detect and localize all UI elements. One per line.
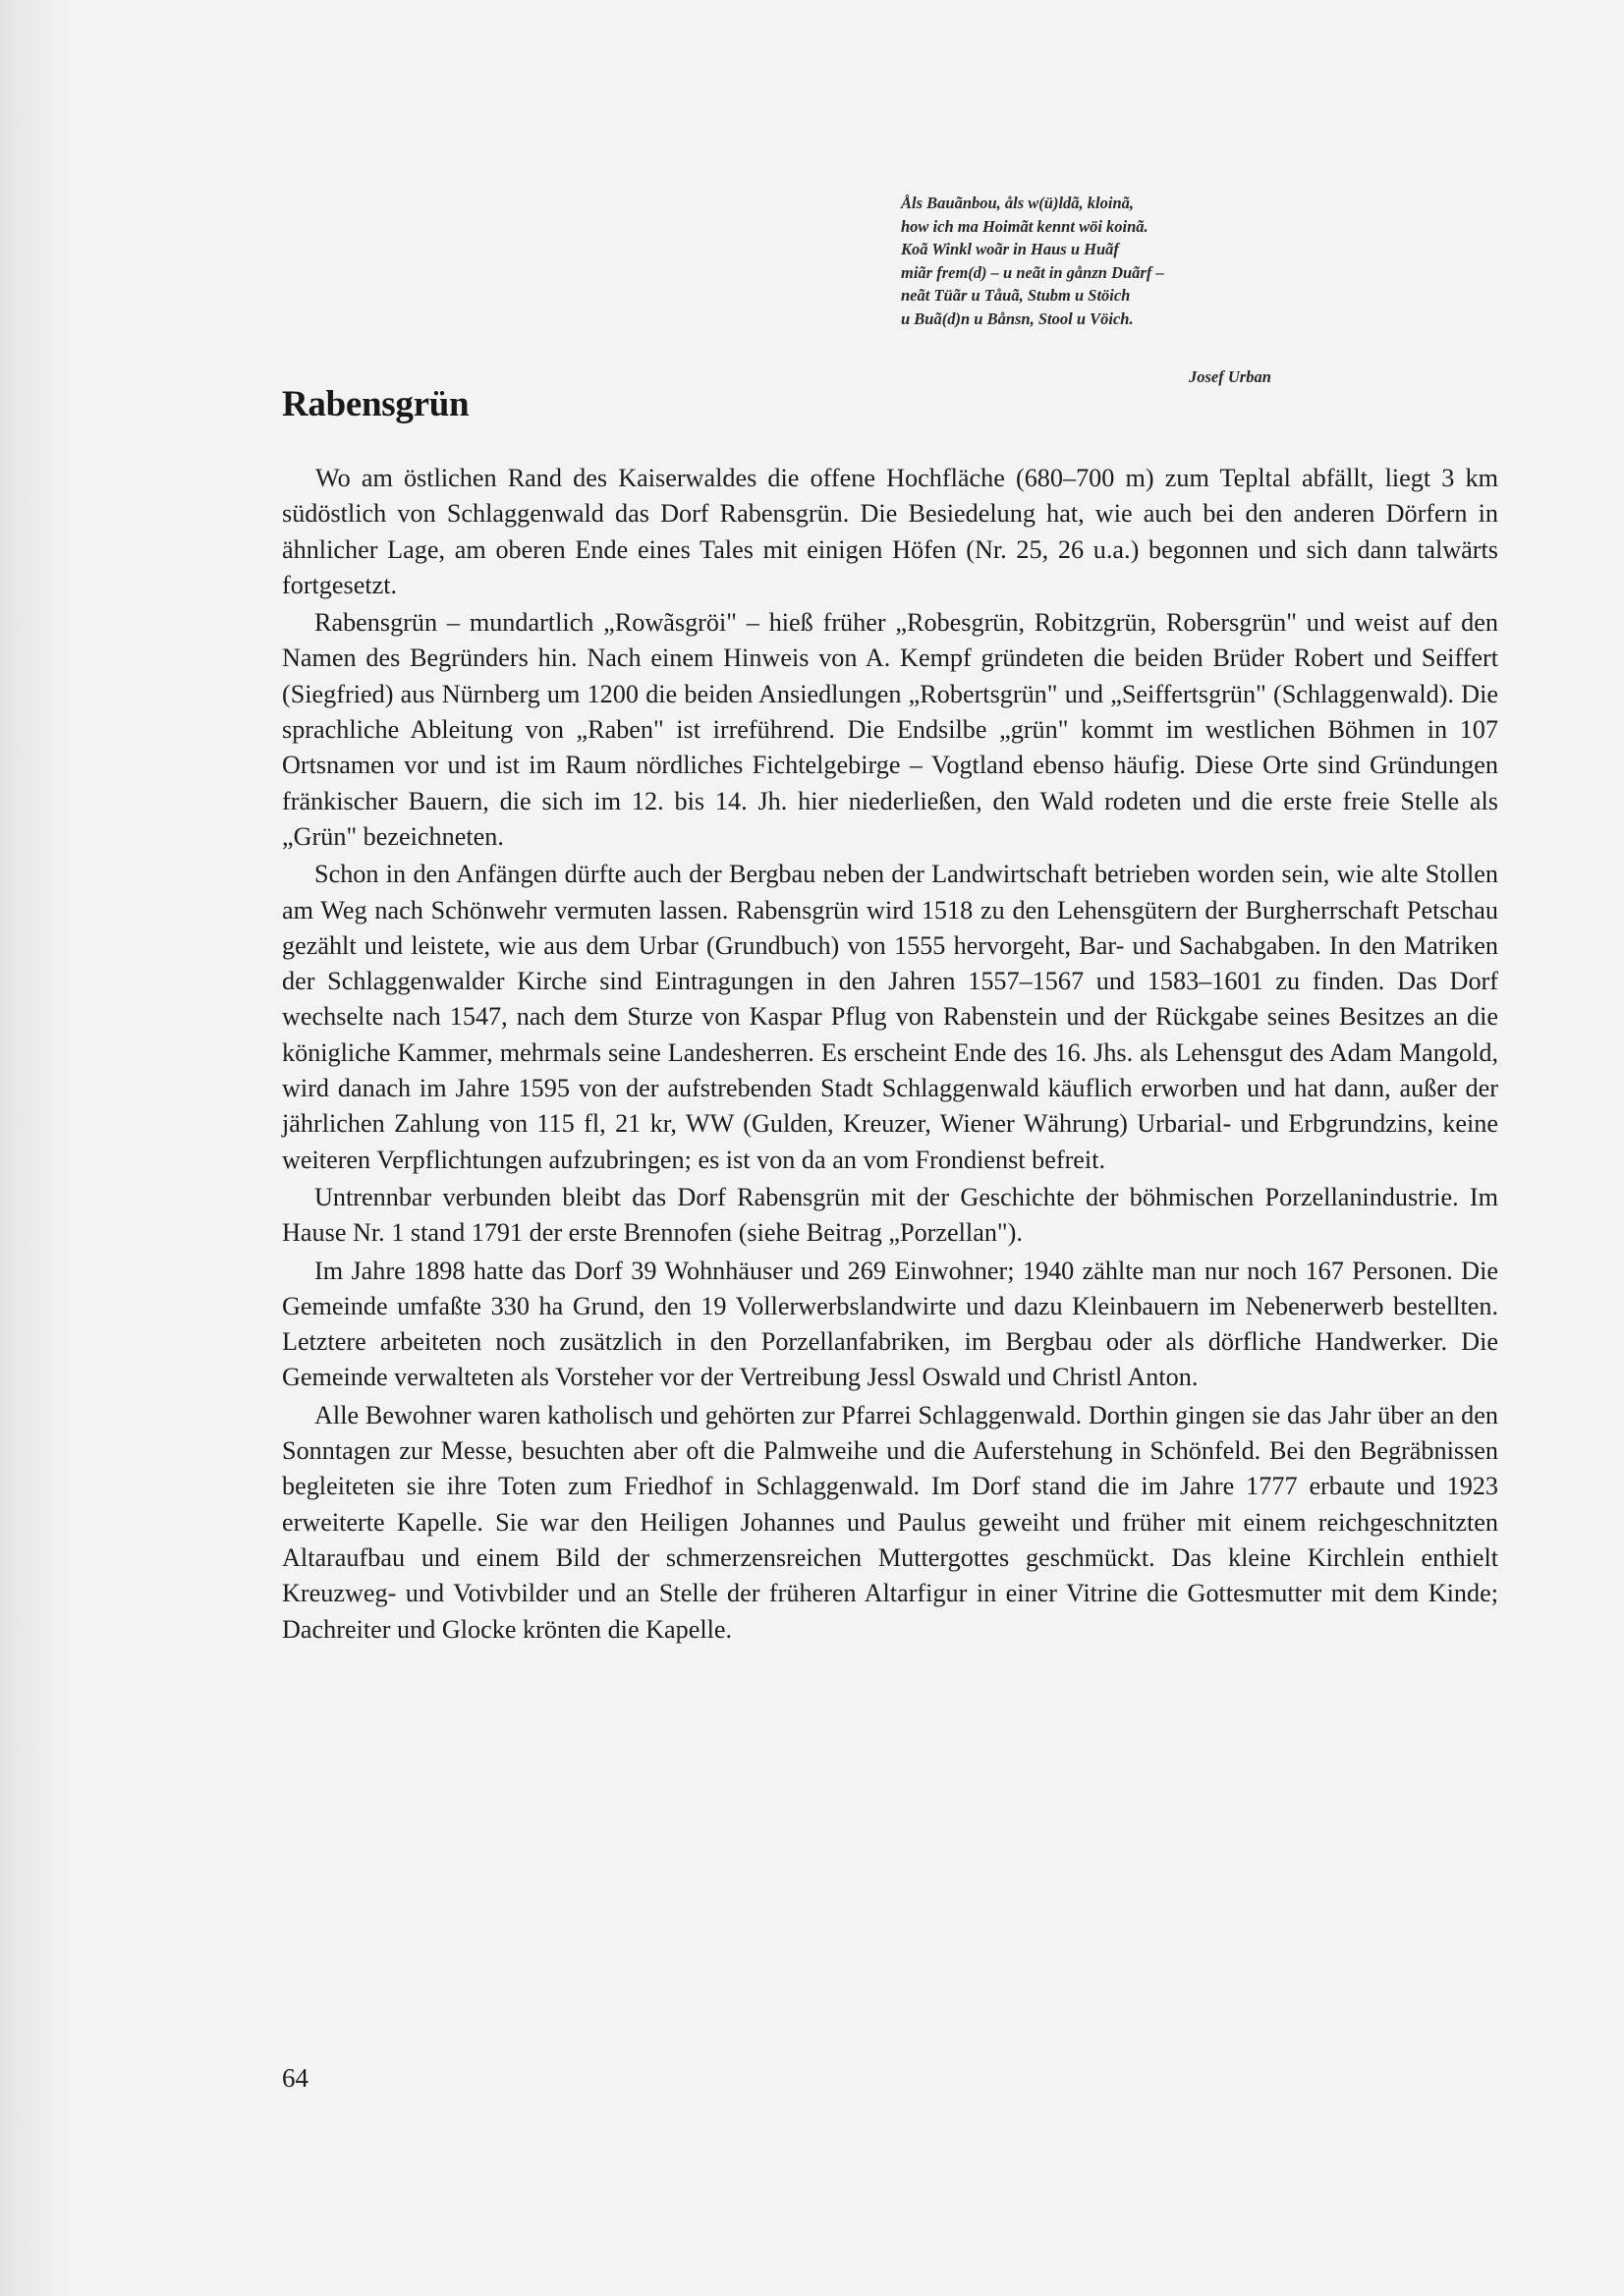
poem-author: Josef Urban bbox=[1189, 367, 1271, 386]
paragraph: Alle Bewohner waren katholisch und gehörten zur Pfarrei Schlaggenwald. Dorthin gingen sie das Jahr über an den Sonntagen zur Messe, besuchten aber oft die Palmweihe und die Auferstehung in Schönfeld. Bei den Begräbnissen begleiteten sie ihre Toten zum Friedhof in Schlaggenwald. Im Dorf stand die im Jahre 1777 erbaute und 1923 erweiterte Kapelle. Sie war den Heiligen Johannes und Paulus geweiht und früher mit einem reichgeschnitzten Altaraufbau und einem Bild der schmerzensreichen Muttergottes geschmückt. Das kleine Kirchlein enthielt Kreuzweg- und Votivbilder und an Stelle der früheren Altarfigur in einer Vitrine die Gottesmutter mit dem Kinde; Dachreiter und Glocke krönten die Kapelle. bbox=[282, 1400, 1498, 1644]
paragraph: Rabensgrün – mundartlich „Rowãsgröi" – hieß früher „Robesgrün, Robitzgrün, Robersgrün" und weist auf den Namen des Begründers hin. Nach einem Hinweis von A. Kempf gründeten die beiden Brüder Robert und Seiffert (Siegfried) aus Nürnberg um 1200 die beiden Ansiedlungen „Robertsgrün" und „Seiffertsgrün" (Schlaggenwald). Die sprachliche Ableitung von „Raben" ist irreführend. Die Endsilbe „grün" kommt im westlichen Böhmen in 107 Ortsnamen vor und ist im Raum nördliches Fichtelgebirge – Vogtland ebenso häufig. Diese Orte sind Gründungen fränkischer Bauern, die sich im 12. bis 14. Jh. hier niederließen, den Wald rodeten und die erste freie Stelle als „Grün" bezeichneten. bbox=[282, 608, 1498, 851]
dialect-poem bbox=[901, 192, 1353, 330]
paragraph: Schon in den Anfängen dürfte auch der Bergbau neben der Landwirtschaft betrieben worden sein, wie alte Stollen am Weg nach Schönwehr vermuten lassen. Rabensgrün wird 1518 zu den Lehensgütern der Burgherrschaft Petschau gezählt und leistete, wie aus dem Urbar (Grundbuch) von 1555 hervorgeht, Bar- und Sachabgaben. In den Matriken der Schlaggenwalder Kirche sind Eintragungen in den Jahren 1557–1567 und 1583–1601 zu finden. Das Dorf wechselte nach 1547, nach dem Sturze von Kaspar Pflug von Rabenstein und der Rückgabe seines Besitzes an die königliche Kammer, mehrmals seine Landesherren. Es erscheint Ende des 16. Jhs. als Lehensgut des Adam Mangold, wird danach im Jahre 1595 von der aufstrebenden Stadt Schlaggenwald käuflich erworben und hat dann, außer der jährlichen Zahlung von 115 fl, 21 kr, WW (Gulden, Kreuzer, Wiener Währung) Urbarial- und Erbgrundzins, keine weiteren Verpflichtungen aufzubringen; es ist von da an vom Frondienst befreit. bbox=[282, 860, 1498, 1174]
poem-line: how ich ma Hoimãt kennt wöi koinã. bbox=[901, 216, 1148, 236]
paragraph: Im Jahre 1898 hatte das Dorf 39 Wohnhäuser und 269 Einwohner; 1940 zählte man nur noch 167 Personen. Die Gemeinde umfaßte 330 ha Grund, den 19 Vollerwerbslandwirte und dazu Kleinbauern im Nebenerwerb bestellten. Letztere arbeiteten noch zusätzlich in den Porzellanfabriken, im Bergbau oder als dörfliche Handwerker. Die Gemeinde verwalteten als Vorsteher vor der Vertreibung Jessl Oswald und Christl Anton. bbox=[282, 1256, 1498, 1392]
paragraph: Wo am östlichen Rand des Kaiserwaldes die offene Hochfläche (680–700 m) zum Tepltal abfällt, liegt 3 km südöstlich von Schlaggenwald das Dorf Rabensgrün. Die Besiedelung hat, wie auch bei den anderen Dörfern in ähnlicher Lage, am oberen Ende eines Tales mit einigen Höfen (Nr. 25, 26 u.a.) begonnen und sich dann talwärts fortgesetzt. bbox=[282, 464, 1498, 599]
paragraph: Untrennbar verbunden bleibt das Dorf Rabensgrün mit der Geschichte der böhmischen Porzellanindustrie. Im Hause Nr. 1 stand 1791 der erste Brennofen (siehe Beitrag „Porzellan"). bbox=[282, 1182, 1498, 1248]
poem-line: neãt Tüãr u Tåuã, Stubm u Stöich bbox=[901, 286, 1131, 305]
article-body bbox=[282, 461, 1498, 1650]
poem-line: miãr frem(d) – u neãt in gånzn Duãrf – bbox=[901, 262, 1164, 282]
poem-line: Åls Bauãnbou, åls w(ü)ldã, kloinã, bbox=[901, 194, 1135, 212]
page-number: 64 bbox=[282, 2063, 308, 2093]
chapter-title: Rabensgrün bbox=[282, 384, 470, 424]
page-edge-shadow bbox=[0, 0, 69, 2296]
poem-line: u Buã(d)n u Bånsn, Stool u Vöich. bbox=[901, 308, 1134, 328]
poem-line: Koã Winkl woãr in Haus u Huãf bbox=[901, 240, 1119, 258]
